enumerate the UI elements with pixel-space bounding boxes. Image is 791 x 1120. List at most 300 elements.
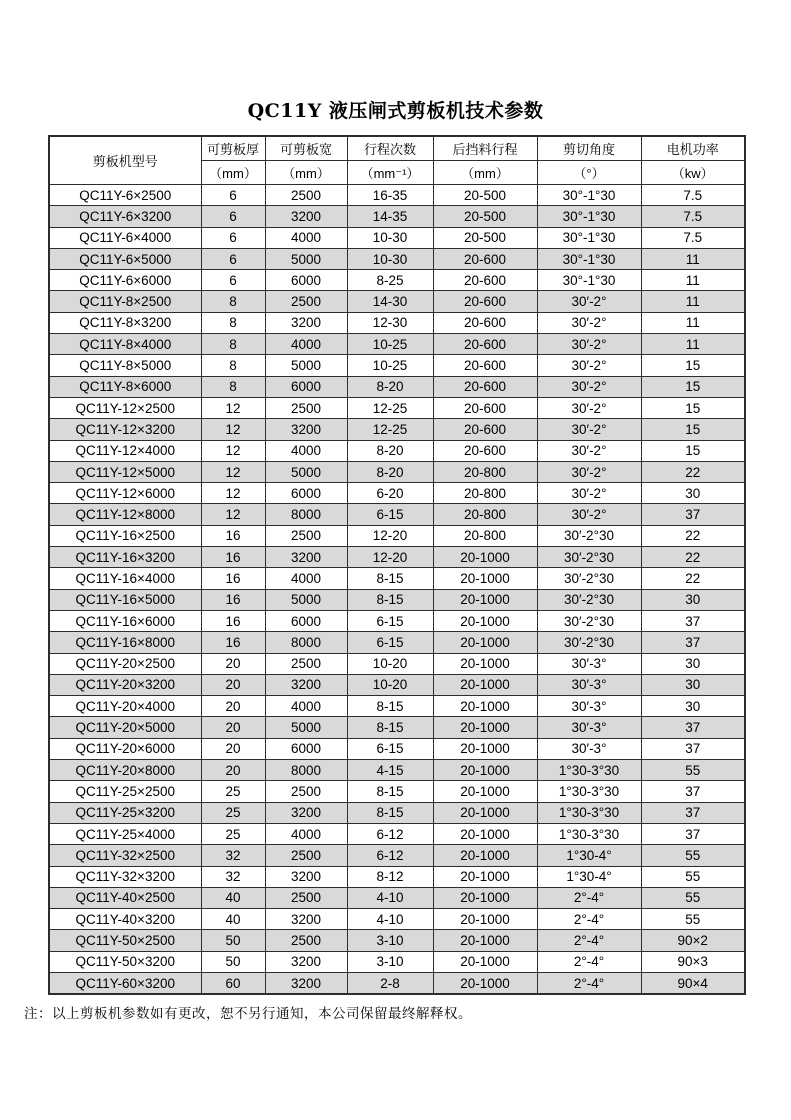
table-row — [49, 866, 745, 887]
cell-backgauge: 20-600 — [433, 376, 537, 397]
cell-strokes: 8-15 — [347, 781, 433, 802]
cell-power: 30 — [641, 589, 745, 610]
cell-width: 2500 — [265, 397, 347, 418]
cell-angle: 30′-2°30 — [537, 525, 641, 546]
cell-backgauge: 20-800 — [433, 504, 537, 525]
table-row — [49, 397, 745, 418]
cell-backgauge: 20-1000 — [433, 972, 537, 994]
cell-angle: 2°-4° — [537, 909, 641, 930]
cell-angle: 30′-2° — [537, 334, 641, 355]
cell-strokes: 8-12 — [347, 866, 433, 887]
cell-backgauge: 20-1000 — [433, 653, 537, 674]
cell-power: 15 — [641, 397, 745, 418]
cell-backgauge: 20-600 — [433, 248, 537, 269]
cell-thickness: 20 — [201, 760, 265, 781]
cell-angle: 30′-2° — [537, 440, 641, 461]
col-unit-width: （mm） — [265, 161, 347, 185]
cell-thickness: 16 — [201, 525, 265, 546]
cell-model: QC11Y-8×2500 — [49, 291, 201, 312]
cell-strokes: 6-20 — [347, 483, 433, 504]
col-unit-power: （kw） — [641, 161, 745, 185]
cell-power: 90×4 — [641, 972, 745, 994]
cell-width: 3200 — [265, 909, 347, 930]
cell-width: 2500 — [265, 653, 347, 674]
cell-thickness: 6 — [201, 248, 265, 269]
table-row — [49, 440, 745, 461]
col-header-backgauge: 后挡料行程 — [433, 136, 537, 161]
table-row — [49, 909, 745, 930]
cell-model: QC11Y-6×6000 — [49, 270, 201, 291]
cell-width: 2500 — [265, 525, 347, 546]
cell-angle: 2°-4° — [537, 972, 641, 994]
cell-model: QC11Y-40×2500 — [49, 887, 201, 908]
cell-model: QC11Y-25×3200 — [49, 802, 201, 823]
cell-strokes: 8-15 — [347, 696, 433, 717]
cell-backgauge: 20-1000 — [433, 866, 537, 887]
table-row — [49, 206, 745, 227]
cell-power: 11 — [641, 334, 745, 355]
cell-width: 2500 — [265, 887, 347, 908]
cell-width: 2500 — [265, 291, 347, 312]
cell-model: QC11Y-20×6000 — [49, 738, 201, 759]
cell-model: QC11Y-32×2500 — [49, 845, 201, 866]
cell-backgauge: 20-1000 — [433, 547, 537, 568]
cell-model: QC11Y-50×2500 — [49, 930, 201, 951]
cell-thickness: 6 — [201, 270, 265, 291]
cell-power: 55 — [641, 909, 745, 930]
cell-model: QC11Y-20×5000 — [49, 717, 201, 738]
cell-angle: 30°-1°30 — [537, 227, 641, 248]
cell-width: 2500 — [265, 185, 347, 206]
cell-backgauge: 20-500 — [433, 227, 537, 248]
cell-angle: 30′-2° — [537, 355, 641, 376]
cell-width: 6000 — [265, 610, 347, 631]
cell-thickness: 32 — [201, 866, 265, 887]
cell-model: QC11Y-8×4000 — [49, 334, 201, 355]
table-header — [49, 136, 745, 185]
table-row — [49, 951, 745, 972]
cell-width: 4000 — [265, 227, 347, 248]
cell-backgauge: 20-1000 — [433, 696, 537, 717]
table-row — [49, 525, 745, 546]
cell-model: QC11Y-20×3200 — [49, 674, 201, 695]
spec-table — [48, 135, 746, 995]
cell-model: QC11Y-16×6000 — [49, 610, 201, 631]
cell-strokes: 10-20 — [347, 653, 433, 674]
cell-angle: 30′-3° — [537, 696, 641, 717]
cell-angle: 1°30-4° — [537, 866, 641, 887]
cell-power: 37 — [641, 610, 745, 631]
cell-power: 15 — [641, 419, 745, 440]
cell-model: QC11Y-32×3200 — [49, 866, 201, 887]
cell-thickness: 20 — [201, 717, 265, 738]
cell-width: 2500 — [265, 845, 347, 866]
table-row — [49, 972, 745, 994]
cell-width: 5000 — [265, 717, 347, 738]
cell-thickness: 8 — [201, 376, 265, 397]
cell-thickness: 8 — [201, 355, 265, 376]
cell-power: 30 — [641, 674, 745, 695]
cell-thickness: 40 — [201, 909, 265, 930]
cell-strokes: 6-15 — [347, 610, 433, 631]
cell-angle: 2°-4° — [537, 930, 641, 951]
cell-strokes: 12-20 — [347, 525, 433, 546]
cell-strokes: 12-20 — [347, 547, 433, 568]
cell-power: 11 — [641, 291, 745, 312]
cell-power: 22 — [641, 525, 745, 546]
cell-power: 37 — [641, 504, 745, 525]
cell-backgauge: 20-1000 — [433, 674, 537, 695]
cell-strokes: 6-12 — [347, 845, 433, 866]
cell-angle: 30′-2° — [537, 483, 641, 504]
cell-backgauge: 20-1000 — [433, 845, 537, 866]
cell-thickness: 8 — [201, 312, 265, 333]
cell-width: 3200 — [265, 866, 347, 887]
cell-angle: 30′-2° — [537, 376, 641, 397]
cell-angle: 30′-2° — [537, 312, 641, 333]
cell-thickness: 50 — [201, 951, 265, 972]
cell-angle: 1°30-3°30 — [537, 760, 641, 781]
footnote-text: 以上剪板机参数如有更改，恕不另行通知，本公司保留最终解释权。 — [52, 1006, 472, 1022]
cell-angle: 30′-2°30 — [537, 568, 641, 589]
col-header-angle: 剪切角度 — [537, 136, 641, 161]
cell-model: QC11Y-6×5000 — [49, 248, 201, 269]
table-row — [49, 696, 745, 717]
cell-width: 6000 — [265, 738, 347, 759]
table-row — [49, 483, 745, 504]
cell-backgauge: 20-1000 — [433, 760, 537, 781]
table-row — [49, 717, 745, 738]
cell-model: QC11Y-16×8000 — [49, 632, 201, 653]
cell-model: QC11Y-12×4000 — [49, 440, 201, 461]
footnote-prefix: 注： — [24, 1006, 52, 1022]
table-row — [49, 248, 745, 269]
cell-model: QC11Y-6×3200 — [49, 206, 201, 227]
table-row — [49, 589, 745, 610]
cell-angle: 30′-2° — [537, 461, 641, 482]
cell-width: 3200 — [265, 206, 347, 227]
cell-thickness: 16 — [201, 589, 265, 610]
cell-strokes: 6-12 — [347, 823, 433, 844]
cell-strokes: 4-10 — [347, 909, 433, 930]
cell-model: QC11Y-12×5000 — [49, 461, 201, 482]
cell-strokes: 10-30 — [347, 248, 433, 269]
table-row — [49, 504, 745, 525]
cell-power: 37 — [641, 738, 745, 759]
cell-angle: 30′-3° — [537, 738, 641, 759]
cell-power: 37 — [641, 823, 745, 844]
col-unit-backgauge: （mm） — [433, 161, 537, 185]
cell-angle: 1°30-3°30 — [537, 802, 641, 823]
cell-backgauge: 20-600 — [433, 270, 537, 291]
cell-model: QC11Y-16×5000 — [49, 589, 201, 610]
table-row — [49, 461, 745, 482]
cell-thickness: 6 — [201, 227, 265, 248]
cell-power: 7.5 — [641, 185, 745, 206]
cell-width: 6000 — [265, 483, 347, 504]
cell-width: 5000 — [265, 248, 347, 269]
cell-thickness: 12 — [201, 461, 265, 482]
cell-model: QC11Y-8×3200 — [49, 312, 201, 333]
cell-angle: 2°-4° — [537, 951, 641, 972]
cell-power: 30 — [641, 696, 745, 717]
cell-backgauge: 20-600 — [433, 397, 537, 418]
cell-width: 2500 — [265, 930, 347, 951]
cell-model: QC11Y-25×2500 — [49, 781, 201, 802]
cell-thickness: 20 — [201, 674, 265, 695]
table-row — [49, 185, 745, 206]
cell-model: QC11Y-12×2500 — [49, 397, 201, 418]
cell-width: 8000 — [265, 504, 347, 525]
cell-thickness: 20 — [201, 738, 265, 759]
cell-strokes: 10-20 — [347, 674, 433, 695]
page-title: QC11Y 液压闸式剪板机技术参数 — [247, 100, 544, 122]
table-row — [49, 632, 745, 653]
cell-model: QC11Y-6×4000 — [49, 227, 201, 248]
cell-strokes: 10-25 — [347, 334, 433, 355]
cell-power: 15 — [641, 376, 745, 397]
cell-width: 3200 — [265, 547, 347, 568]
table-body — [49, 185, 745, 995]
cell-strokes: 4-15 — [347, 760, 433, 781]
cell-backgauge: 20-1000 — [433, 632, 537, 653]
cell-strokes: 10-25 — [347, 355, 433, 376]
cell-backgauge: 20-500 — [433, 206, 537, 227]
cell-power: 30 — [641, 653, 745, 674]
cell-thickness: 25 — [201, 802, 265, 823]
cell-width: 8000 — [265, 632, 347, 653]
cell-thickness: 50 — [201, 930, 265, 951]
cell-strokes: 10-30 — [347, 227, 433, 248]
cell-width: 4000 — [265, 568, 347, 589]
cell-width: 3200 — [265, 802, 347, 823]
table-row — [49, 355, 745, 376]
cell-strokes: 8-15 — [347, 717, 433, 738]
col-header-strokes: 行程次数 — [347, 136, 433, 161]
cell-backgauge: 20-800 — [433, 461, 537, 482]
cell-backgauge: 20-600 — [433, 312, 537, 333]
col-unit-angle: （°） — [537, 161, 641, 185]
cell-width: 3200 — [265, 951, 347, 972]
table-row — [49, 227, 745, 248]
cell-width: 5000 — [265, 461, 347, 482]
table-row — [49, 738, 745, 759]
table-row — [49, 376, 745, 397]
cell-backgauge: 20-1000 — [433, 930, 537, 951]
cell-width: 6000 — [265, 270, 347, 291]
cell-model: QC11Y-50×3200 — [49, 951, 201, 972]
cell-power: 55 — [641, 845, 745, 866]
cell-strokes: 8-15 — [347, 568, 433, 589]
cell-strokes: 8-15 — [347, 589, 433, 610]
footnote — [24, 1002, 791, 1022]
cell-backgauge: 20-1000 — [433, 951, 537, 972]
table-row — [49, 845, 745, 866]
table-row — [49, 270, 745, 291]
cell-power: 37 — [641, 802, 745, 823]
cell-power: 37 — [641, 632, 745, 653]
table-row — [49, 674, 745, 695]
cell-power: 90×3 — [641, 951, 745, 972]
cell-power: 37 — [641, 781, 745, 802]
cell-angle: 30′-3° — [537, 674, 641, 695]
cell-angle: 30′-2°30 — [537, 589, 641, 610]
cell-angle: 30′-2° — [537, 291, 641, 312]
cell-power: 55 — [641, 887, 745, 908]
cell-power: 15 — [641, 355, 745, 376]
cell-power: 7.5 — [641, 227, 745, 248]
cell-model: QC11Y-40×3200 — [49, 909, 201, 930]
cell-strokes: 8-20 — [347, 461, 433, 482]
cell-thickness: 8 — [201, 291, 265, 312]
cell-angle: 2°-4° — [537, 887, 641, 908]
cell-width: 8000 — [265, 760, 347, 781]
cell-angle: 1°30-3°30 — [537, 823, 641, 844]
cell-angle: 30′-2° — [537, 504, 641, 525]
cell-backgauge: 20-1000 — [433, 589, 537, 610]
cell-thickness: 60 — [201, 972, 265, 994]
col-unit-strokes: （mm⁻¹） — [347, 161, 433, 185]
cell-width: 3200 — [265, 419, 347, 440]
table-row — [49, 334, 745, 355]
table-row — [49, 653, 745, 674]
cell-thickness: 40 — [201, 887, 265, 908]
cell-strokes: 3-10 — [347, 930, 433, 951]
cell-strokes: 12-25 — [347, 397, 433, 418]
cell-model: QC11Y-20×4000 — [49, 696, 201, 717]
cell-model: QC11Y-8×6000 — [49, 376, 201, 397]
cell-width: 3200 — [265, 674, 347, 695]
cell-thickness: 6 — [201, 206, 265, 227]
cell-power: 30 — [641, 483, 745, 504]
cell-angle: 30′-3° — [537, 653, 641, 674]
cell-backgauge: 20-600 — [433, 355, 537, 376]
cell-backgauge: 20-1000 — [433, 717, 537, 738]
col-header-model: 剪板机型号 — [49, 136, 201, 185]
cell-model: QC11Y-12×6000 — [49, 483, 201, 504]
cell-width: 5000 — [265, 589, 347, 610]
cell-backgauge: 20-1000 — [433, 568, 537, 589]
cell-strokes: 4-10 — [347, 887, 433, 908]
cell-backgauge: 20-1000 — [433, 823, 537, 844]
cell-thickness: 16 — [201, 568, 265, 589]
cell-thickness: 20 — [201, 696, 265, 717]
cell-strokes: 8-20 — [347, 440, 433, 461]
cell-width: 4000 — [265, 334, 347, 355]
cell-model: QC11Y-20×2500 — [49, 653, 201, 674]
cell-angle: 30°-1°30 — [537, 270, 641, 291]
cell-width: 6000 — [265, 376, 347, 397]
table-row — [49, 802, 745, 823]
cell-power: 11 — [641, 312, 745, 333]
cell-model: QC11Y-12×8000 — [49, 504, 201, 525]
cell-thickness: 12 — [201, 419, 265, 440]
cell-strokes: 8-15 — [347, 802, 433, 823]
cell-angle: 1°30-4° — [537, 845, 641, 866]
cell-power: 11 — [641, 270, 745, 291]
cell-width: 5000 — [265, 355, 347, 376]
cell-angle: 30°-1°30 — [537, 248, 641, 269]
cell-strokes: 8-25 — [347, 270, 433, 291]
cell-angle: 30′-2°30 — [537, 610, 641, 631]
cell-backgauge: 20-1000 — [433, 887, 537, 908]
cell-model: QC11Y-16×3200 — [49, 547, 201, 568]
cell-strokes: 12-30 — [347, 312, 433, 333]
cell-model: QC11Y-6×2500 — [49, 185, 201, 206]
cell-backgauge: 20-1000 — [433, 781, 537, 802]
cell-model: QC11Y-20×8000 — [49, 760, 201, 781]
cell-width: 4000 — [265, 440, 347, 461]
cell-thickness: 12 — [201, 440, 265, 461]
cell-power: 22 — [641, 568, 745, 589]
cell-backgauge: 20-600 — [433, 334, 537, 355]
cell-backgauge: 20-1000 — [433, 738, 537, 759]
cell-thickness: 12 — [201, 504, 265, 525]
cell-thickness: 20 — [201, 653, 265, 674]
cell-thickness: 12 — [201, 397, 265, 418]
cell-backgauge: 20-600 — [433, 291, 537, 312]
col-header-power: 电机功率 — [641, 136, 745, 161]
cell-model: QC11Y-12×3200 — [49, 419, 201, 440]
cell-thickness: 12 — [201, 483, 265, 504]
cell-thickness: 16 — [201, 547, 265, 568]
cell-thickness: 16 — [201, 610, 265, 631]
cell-angle: 30°-1°30 — [537, 185, 641, 206]
cell-strokes: 3-10 — [347, 951, 433, 972]
cell-backgauge: 20-500 — [433, 185, 537, 206]
table-row — [49, 610, 745, 631]
cell-model: QC11Y-8×5000 — [49, 355, 201, 376]
cell-strokes: 14-35 — [347, 206, 433, 227]
cell-width: 3200 — [265, 312, 347, 333]
cell-power: 22 — [641, 461, 745, 482]
cell-backgauge: 20-1000 — [433, 909, 537, 930]
cell-power: 37 — [641, 717, 745, 738]
cell-backgauge: 20-600 — [433, 440, 537, 461]
table-row — [49, 781, 745, 802]
table-row — [49, 887, 745, 908]
cell-angle: 30′-2° — [537, 397, 641, 418]
table-row — [49, 291, 745, 312]
cell-strokes: 8-20 — [347, 376, 433, 397]
table-row — [49, 568, 745, 589]
cell-power: 90×2 — [641, 930, 745, 951]
cell-strokes: 2-8 — [347, 972, 433, 994]
cell-backgauge: 20-800 — [433, 483, 537, 504]
cell-angle: 30′-2° — [537, 419, 641, 440]
cell-strokes: 6-15 — [347, 504, 433, 525]
table-row — [49, 930, 745, 951]
cell-backgauge: 20-600 — [433, 419, 537, 440]
table-row — [49, 312, 745, 333]
cell-width: 4000 — [265, 823, 347, 844]
cell-thickness: 16 — [201, 632, 265, 653]
cell-width: 3200 — [265, 972, 347, 994]
cell-model: QC11Y-16×2500 — [49, 525, 201, 546]
cell-width: 4000 — [265, 696, 347, 717]
cell-strokes: 6-15 — [347, 738, 433, 759]
cell-angle: 30°-1°30 — [537, 206, 641, 227]
cell-angle: 1°30-3°30 — [537, 781, 641, 802]
cell-thickness: 6 — [201, 185, 265, 206]
cell-thickness: 25 — [201, 823, 265, 844]
col-header-thickness: 可剪板厚 — [201, 136, 265, 161]
cell-angle: 30′-2°30 — [537, 632, 641, 653]
cell-width: 2500 — [265, 781, 347, 802]
cell-model: QC11Y-16×4000 — [49, 568, 201, 589]
header-row-labels — [49, 136, 745, 161]
cell-thickness: 8 — [201, 334, 265, 355]
